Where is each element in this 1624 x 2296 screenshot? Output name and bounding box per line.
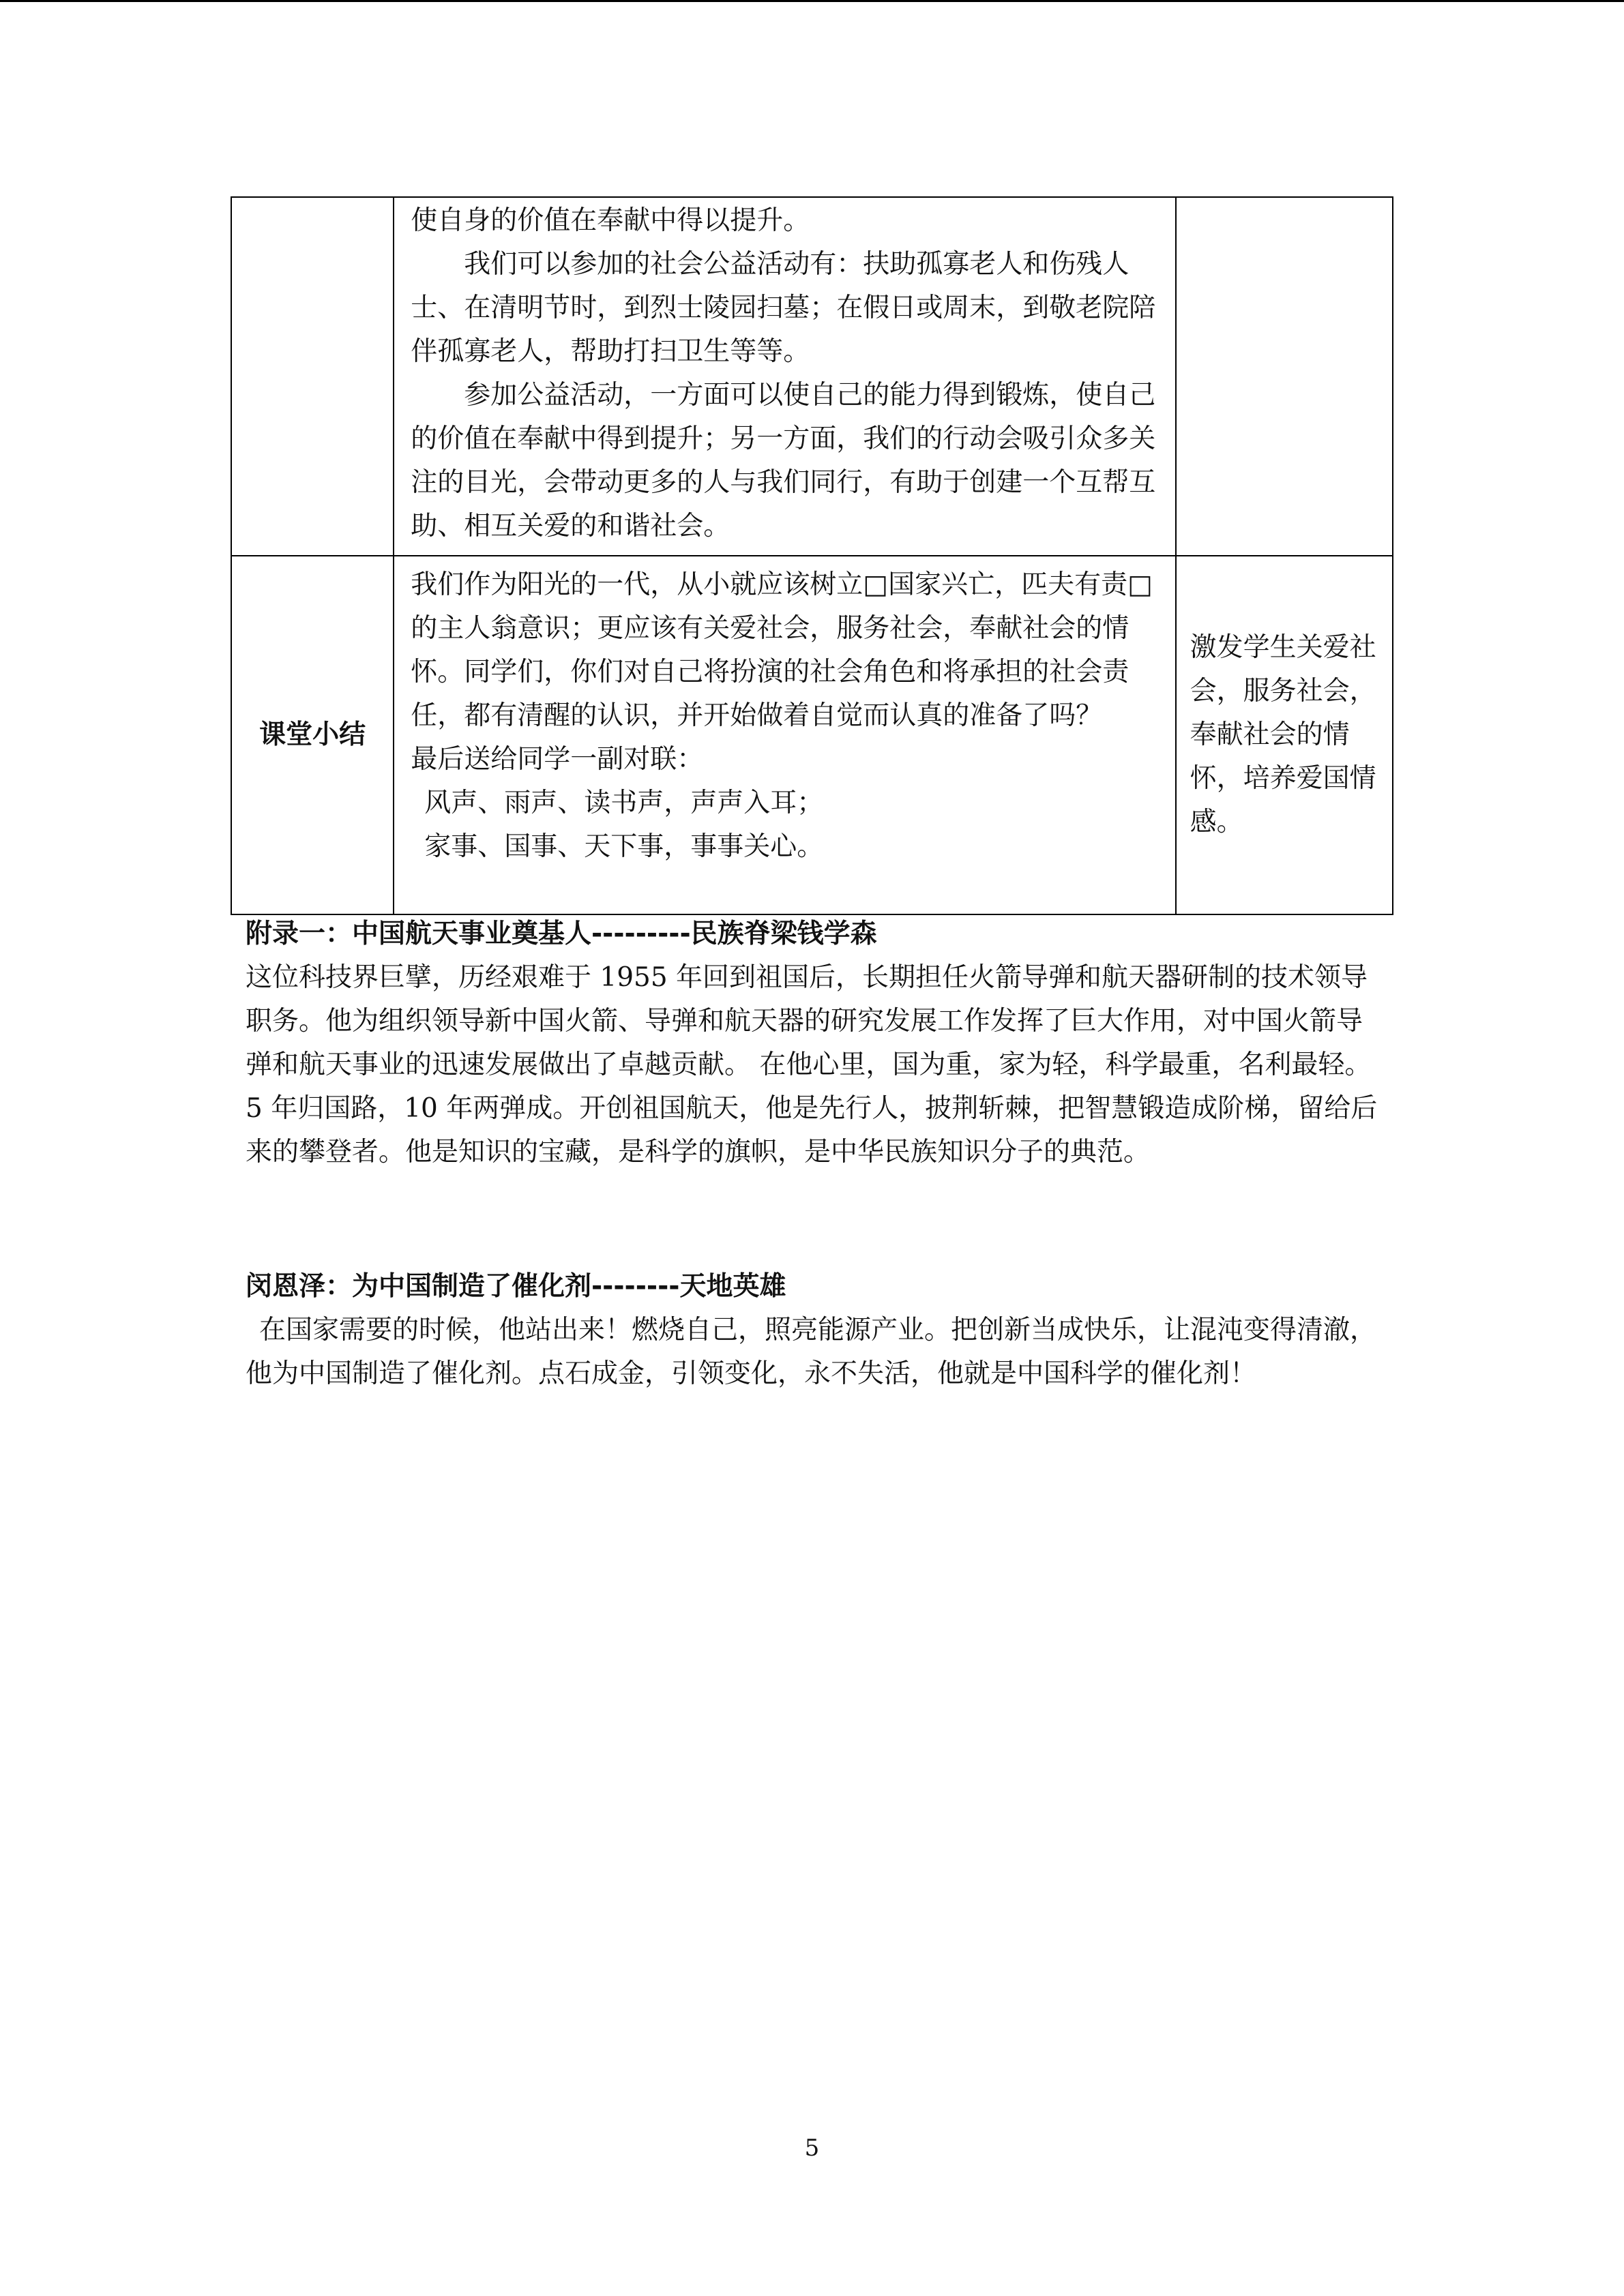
section-heading: 附录一：中国航天事业奠基人---------民族脊梁钱学森: [246, 919, 877, 949]
paragraph: 参加公益活动，一方面可以使自己的能力得到锻炼，使自己的价值在奉献中得到提升；另一方面，我们的行动会吸引众多关注的目光，会带动更多的人与我们同行，有助于创建一个互帮互助、相互关爱的和谐社会。: [411, 380, 1156, 541]
content-cell: [394, 197, 1175, 556]
appendix-qian-xuesen: [246, 912, 1378, 1174]
section-body: 在国家需要的时候，他站出来！燃烧自己，照亮能源产业。把创新当成快乐，让混沌变得清澈，他为中国制造了催化剂。点石成金，引领变化，永不失活，他就是中国科学的催化剂！: [246, 1315, 1377, 1389]
table-row: [231, 197, 1393, 556]
goal-cell: [1176, 556, 1393, 914]
couplet-line: 家事、国事、天下事，事事关心。: [424, 831, 824, 862]
row-label-cell: [231, 197, 394, 556]
content-cell: [394, 556, 1175, 914]
paragraph: 我们可以参加的社会公益活动有：扶助孤寡老人和伤残人士、在清明节时，到烈士陵园扫墓；在假日或周末，到敬老院陪伴孤寡老人，帮助打扫卫生等等。: [411, 249, 1156, 367]
paragraph: 最后送给同学一副对联：: [411, 744, 704, 775]
page-number: 5: [804, 2134, 820, 2162]
goal-cell: [1176, 197, 1393, 556]
row-label-class-summary: 课堂小结: [231, 556, 394, 914]
paragraph: 使自身的价值在奉献中得以提升。: [411, 205, 810, 236]
table-row: [231, 556, 1393, 914]
top-border-line: [0, 0, 1624, 2]
section-heading: 闵恩泽：为中国制造了催化剂--------天地英雄: [246, 1271, 786, 1302]
couplet-line: 风声、雨声、读书声，声声入耳；: [424, 788, 824, 818]
paragraph: 我们作为阳光的一代，从小就应该树立□国家兴亡，匹夫有责□的主人翁意识；更应该有关爱社会，服务社会，奉献社会的情怀。同学们，你们对自己将扮演的社会角色和将承担的社会责任，都有清醒的认识，并开始做着自觉而认真的准备了吗？: [411, 569, 1153, 731]
appendix-min-enze: [246, 1265, 1378, 1396]
lesson-plan-table: [231, 196, 1393, 915]
goal-text: 激发学生关爱社会，服务社会，奉献社会的情怀，培养爱国情感。: [1190, 632, 1376, 837]
section-body: 这位科技界巨擘，历经艰难于 1955 年回到祖国后，长期担任火箭导弹和航天器研制的技术领导职务。他为组织领导新中国火箭、导弹和航天器的研究发展工作发挥了巨大作用，对中国火箭导弹和航天事业的迅速发展做出了卓越贡献。 在他心里，国为重，家为轻，科学最重，名利最轻。5 年归国路，10 年两弹成。开创祖国航天，他是先行人，披荆斩棘，把智慧锻造成阶梯，留给后来的攀登者。他是知识的宝藏，是科学的旗帜，是中华民族知识分子的典范。: [246, 962, 1378, 1167]
